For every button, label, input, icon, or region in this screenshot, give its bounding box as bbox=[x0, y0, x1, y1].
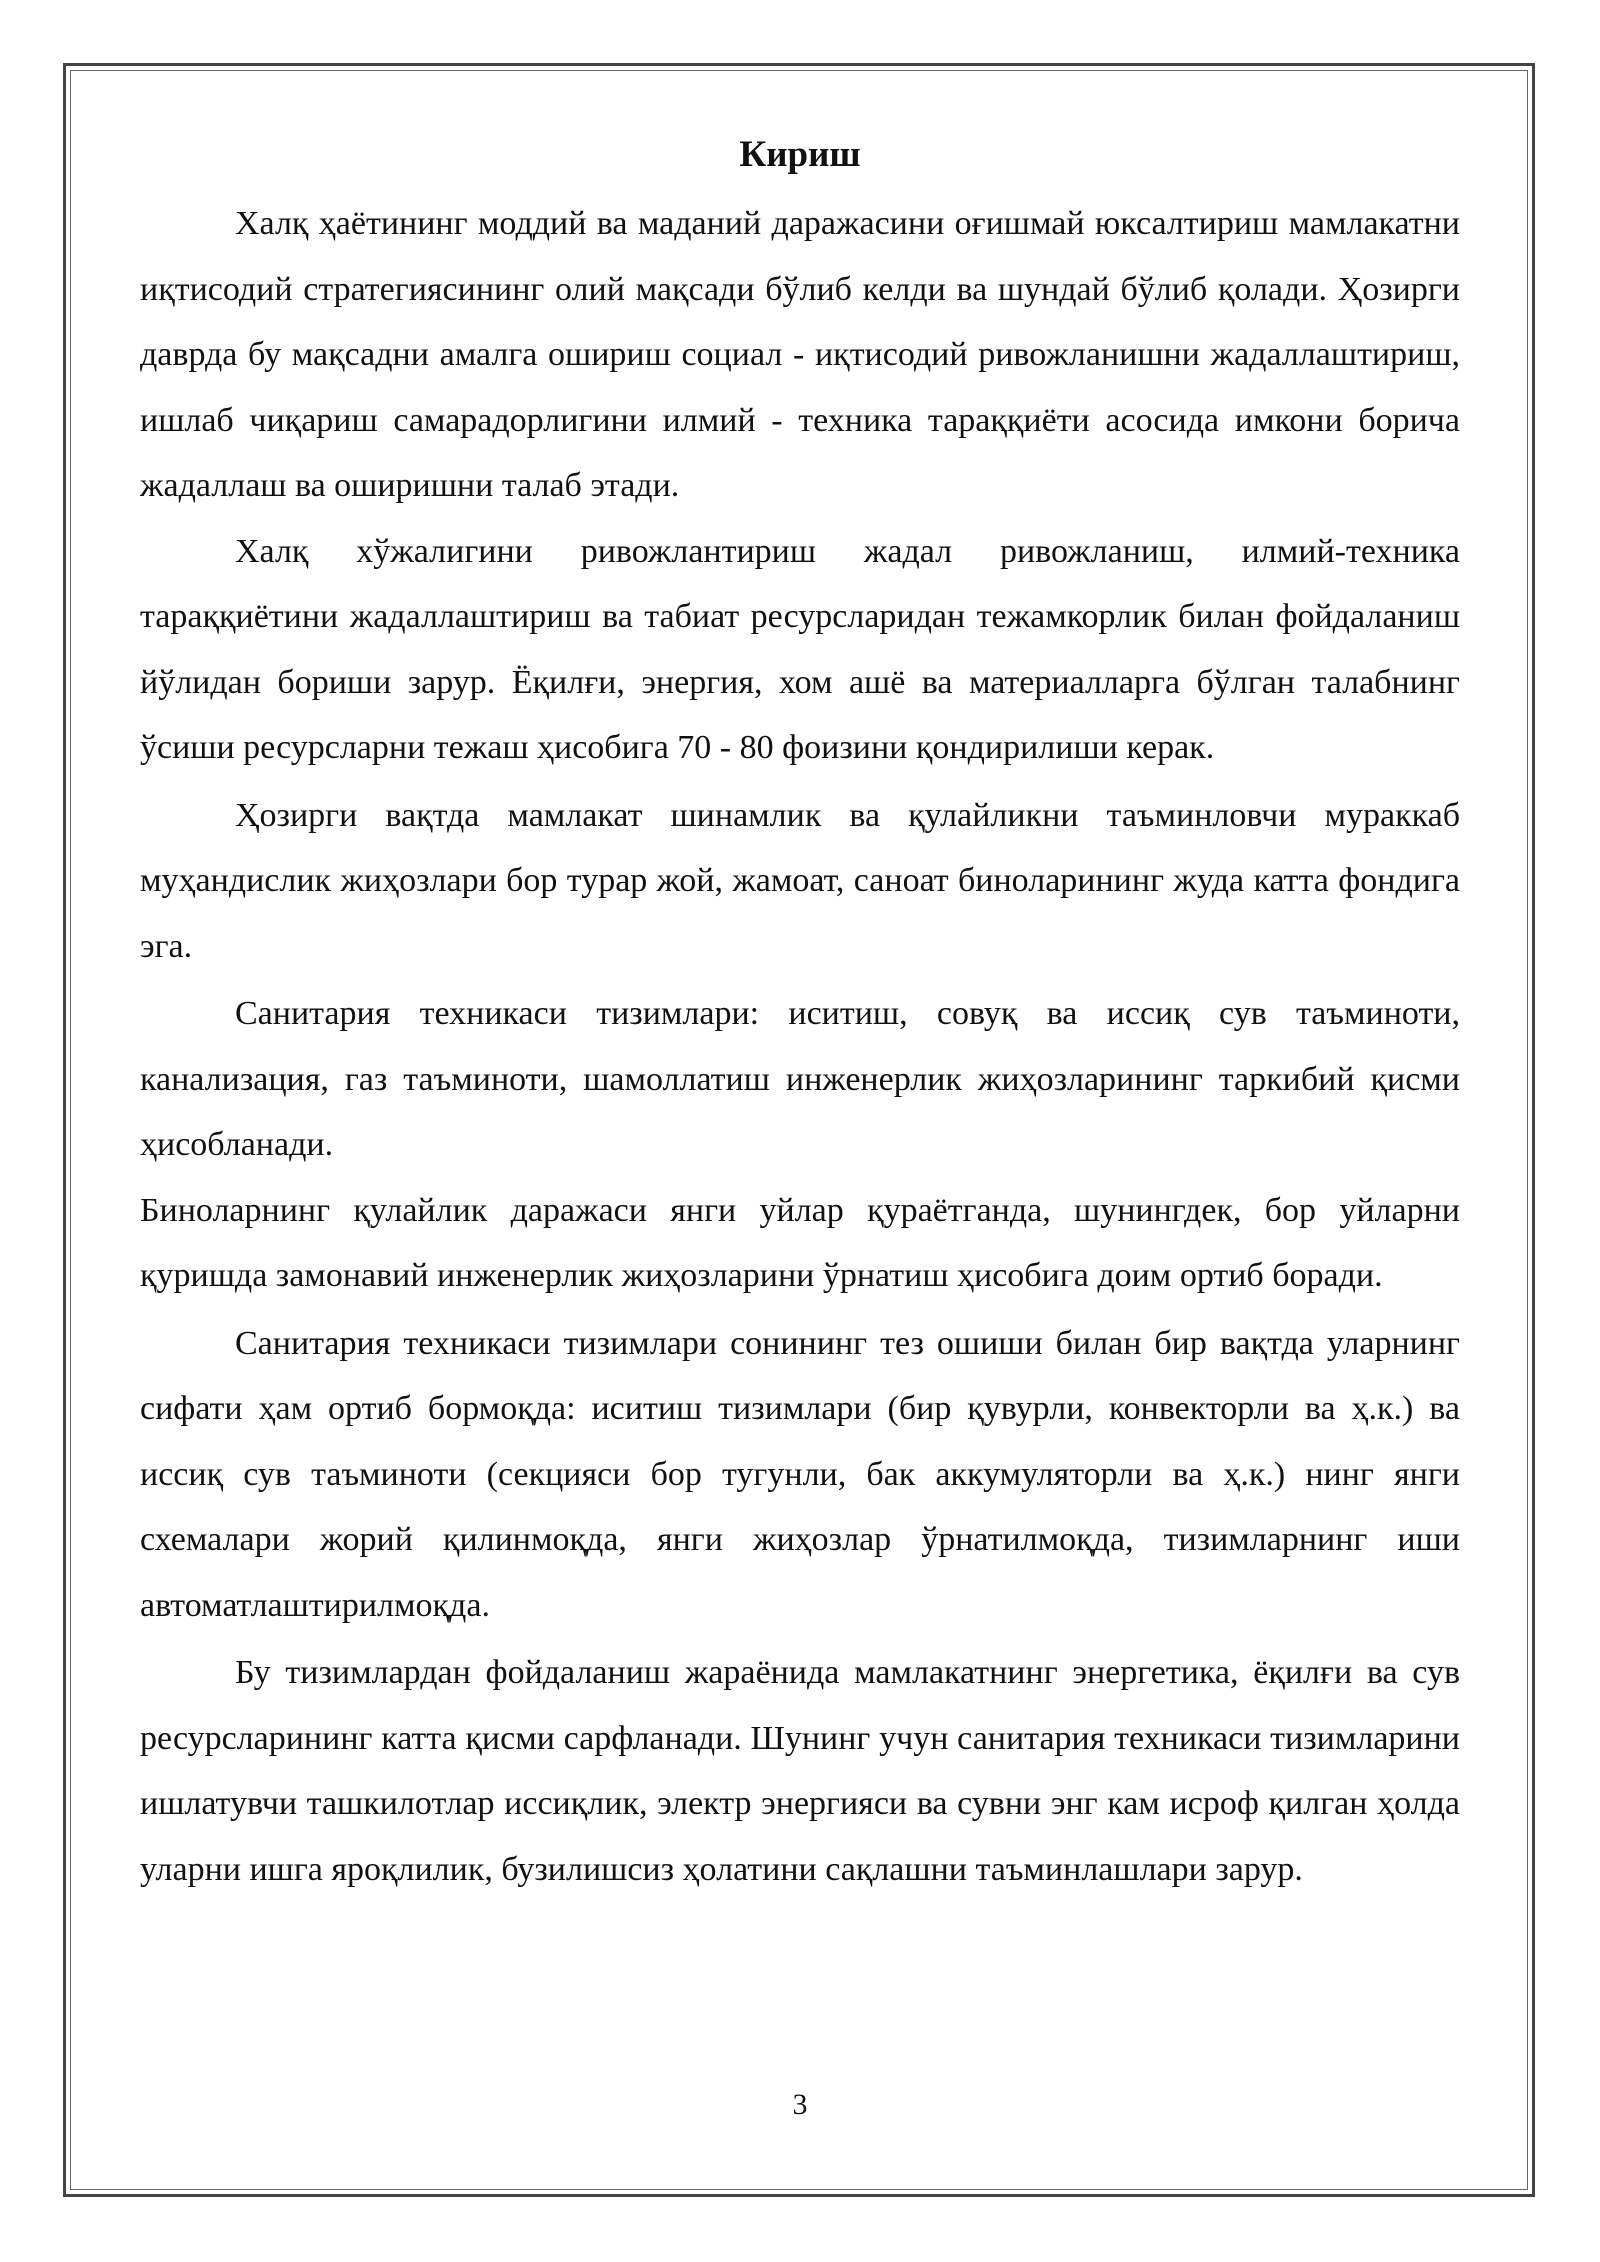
document-title: Кириш bbox=[739, 134, 861, 175]
paragraph-6: Санитария техникаси тизимлари сонининг тез ошиши билан бир вақтда уларнинг сифати ҳам ортиб бормоқда: иситиш тизимлари (бир қувурли, конвекторли ва ҳ.к.) ва иссиқ сув таъминоти (секцияси бор тугунли, бак аккумуляторли ва ҳ.к.) нинг янги схемалари жорий қилинмоқда, янги жиҳозлар ўрнатилмоқда, тизимларнинг иши автоматлаштирилмоқда. bbox=[140, 1324, 1460, 1624]
paragraph-7: Бу тизимлардан фойдаланиш жараёнида мамлакатнинг энергетика, ёқилғи ва сув ресурсларининг катта қисми сарфланади. Шунинг учун санитария техникаси тизимларини ишлатувчи ташкилотлар иссиқлик, электр энергияси ва сувни энг кам исроф қилган ҳолда уларни ишга яроқлилик, бузилишсиз ҳолатини сақлашни таъминлашлари зарур. bbox=[140, 1654, 1460, 1888]
page-number: 3 bbox=[792, 2088, 808, 2121]
paragraph-3: Ҳозирги вақтда мамлакат шинамлик ва қулайликни таъминловчи мураккаб муҳандислик жиҳозлари бор турар жой, жамоат, саноат биноларининг жуда катта фондига эга. bbox=[140, 796, 1460, 965]
paragraph-1: Халқ ҳаётининг моддий ва маданий даражасини оғишмай юксалтириш мамлакатни иқтисодий стратегиясининг олий мақсади бўлиб келди ва шундай бўлиб қолади. Ҳозирги даврда бу мақсадни амалга ошириш социал - иқтисодий ривожланишни жадаллаштириш, ишлаб чиқариш самарадорлигини илмий - техника тараққиёти асосида имкони борича жадаллаш ва оширишни талаб этади. bbox=[140, 205, 1460, 504]
paragraph-2: Халқ хўжалигини ривожлантириш жадал ривожланиш, илмий-техника тараққиётини жадаллаштириш ва табиат ресурсларидан тежамкорлик билан фойдаланиш йўлидан бориши зарур. Ёқилғи, энергия, хом ашё ва материалларга бўлган талабнинг ўсиши ресурсларни тежаш ҳисобига 70 - 80 фоизини қондирилиши керак. bbox=[140, 532, 1460, 766]
paragraph-4: Санитария техникаси тизимлари: иситиш, совуқ ва иссиқ сув таъминоти, канализация, газ таъминоти, шамоллатиш инженерлик жиҳозларининг таркибий қисми ҳисобланади. bbox=[140, 995, 1460, 1163]
paragraph-5: Биноларнинг қулайлик даражаси янги уйлар қураётганда, шунингдек, бор уйларни қуришда замонавий инженерлик жиҳозларини ўрнатиш ҳисобига доим ортиб боради. bbox=[140, 1191, 1460, 1294]
document-body bbox=[140, 125, 1460, 1902]
